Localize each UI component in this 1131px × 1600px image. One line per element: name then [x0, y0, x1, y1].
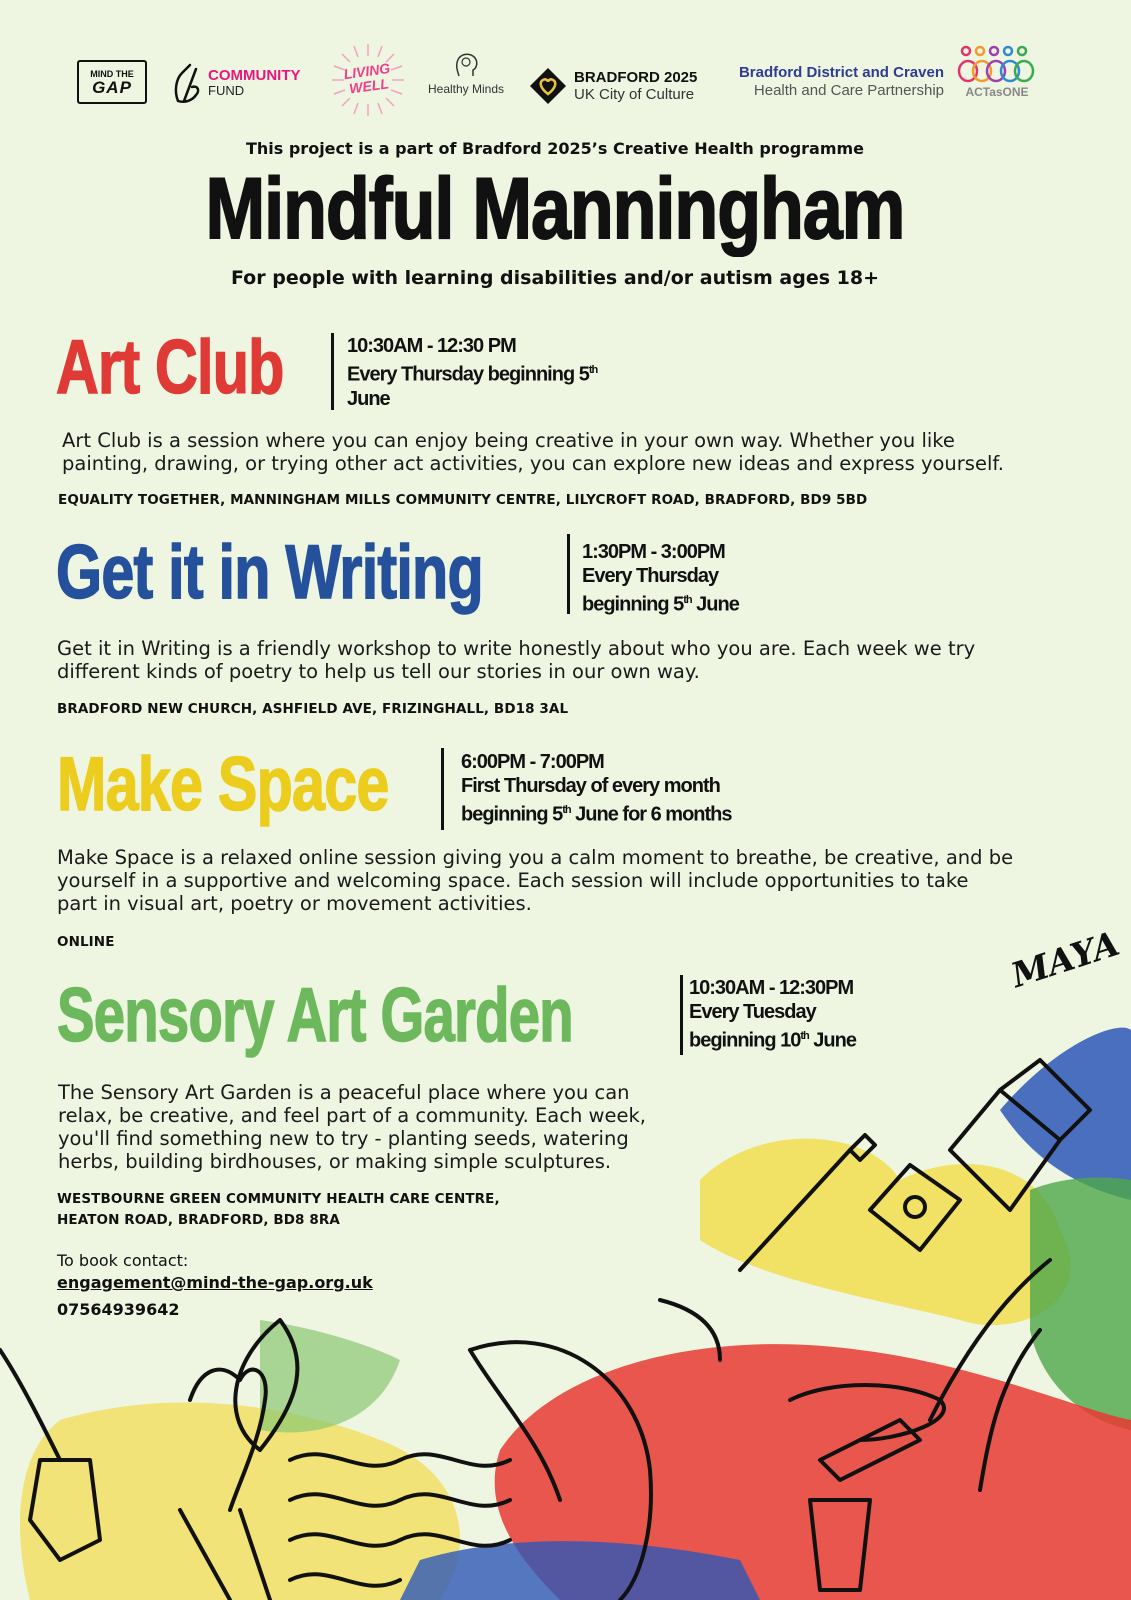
- event-location-make-space: ONLINE: [57, 934, 115, 950]
- event-location-get-it-in-writing: BRADFORD NEW CHURCH, ASHFIELD AVE, FRIZINGHALL, BD18 3AL: [57, 701, 569, 717]
- event-location-sensory-art-garden: WESTBOURNE GREEN COMMUNITY HEALTH CARE CENTRE, HEATON ROAD, BRADFORD, BD8 8RA: [57, 1191, 500, 1228]
- artist-signature: MAYA: [1006, 923, 1125, 997]
- divider: [680, 975, 683, 1055]
- event-title-get-it-in-writing: Get it in Writing: [56, 530, 483, 615]
- event-title-sensory-art-garden: Sensory Art Garden: [57, 973, 573, 1058]
- people-circles-icon: [956, 45, 1038, 83]
- event-schedule-art-club: 10:30AM - 12:30 PM Every Thursday beginning 5th June: [347, 335, 598, 410]
- healthy-minds-logo: Healthy Minds: [420, 50, 512, 106]
- booking-label: To book contact:: [57, 1251, 189, 1270]
- event-description-get-it-in-writing: Get it in Writing is a friendly workshop to write honestly about who you are. Each week we try different kinds of poetry to help us tell our stories in our own way.: [57, 637, 976, 683]
- event-schedule-make-space: 6:00PM - 7:00PM First Thursday of every month beginning 5th June for 6 months: [461, 751, 732, 826]
- divider: [441, 748, 444, 830]
- event-title-art-club: Art Club: [56, 325, 284, 410]
- bradford-district-craven-logo: Bradford District and Craven Health and Care Partnership: [738, 64, 944, 99]
- event-schedule-sensory-art-garden: 10:30AM - 12:30PM Every Tuesday beginning 10th June: [689, 977, 856, 1052]
- event-description-art-club: Art Club is a session where you can enjoy being creative in your own way. Whether you like painting, drawing, or trying other act activities, you can explore new ideas and express yourself.: [62, 429, 1005, 475]
- heart-diamond-icon: [528, 66, 568, 106]
- event-title-make-space: Make Space: [57, 742, 389, 827]
- living-well-logo: LIVING WELL: [330, 42, 406, 118]
- head-icon: [451, 50, 481, 80]
- event-schedule-get-it-in-writing: 1:30PM - 3:00PM Every Thursday beginning 5th June: [582, 541, 739, 616]
- mind-the-gap-logo: MIND THE GAP: [77, 60, 147, 104]
- divider: [567, 534, 570, 614]
- event-description-sensory-art-garden: The Sensory Art Garden is a peaceful place where you can relax, be creative, and feel part of a community. Each week, you'll find something new to try - planting seeds, watering herbs, building birdhouses, or making simple sculptures.: [58, 1081, 646, 1173]
- contact-phone: 07564939642: [57, 1300, 180, 1319]
- programme-note: This project is a part of Bradford 2025’s Creative Health programme: [245, 139, 865, 158]
- community-fund-logo: COMMUNITY FUND: [170, 58, 301, 108]
- event-location-art-club: EQUALITY TOGETHER, MANNINGHAM MILLS COMMUNITY CENTRE, LILYCROFT ROAD, BRADFORD, BD9 5BD: [58, 492, 868, 508]
- bradford-2025-logo: BRADFORD 2025 UK City of Culture: [528, 64, 697, 108]
- page-title: Mindful Manningham: [205, 161, 905, 257]
- crossed-fingers-icon: [170, 61, 204, 105]
- audience-note: For people with learning disabilities and/or autism ages 18+: [230, 267, 880, 289]
- divider: [331, 333, 334, 410]
- act-as-one-logo: ACTasONE: [955, 45, 1039, 101]
- contact-email-link[interactable]: engagement@mind-the-gap.org.uk: [57, 1273, 373, 1292]
- event-description-make-space: Make Space is a relaxed online session giving you a calm moment to breathe, be creative, and be yourself in a supportive and welcoming space. Each session will include opportunities to take part in visual art, poetry or movement activities.: [57, 846, 1014, 915]
